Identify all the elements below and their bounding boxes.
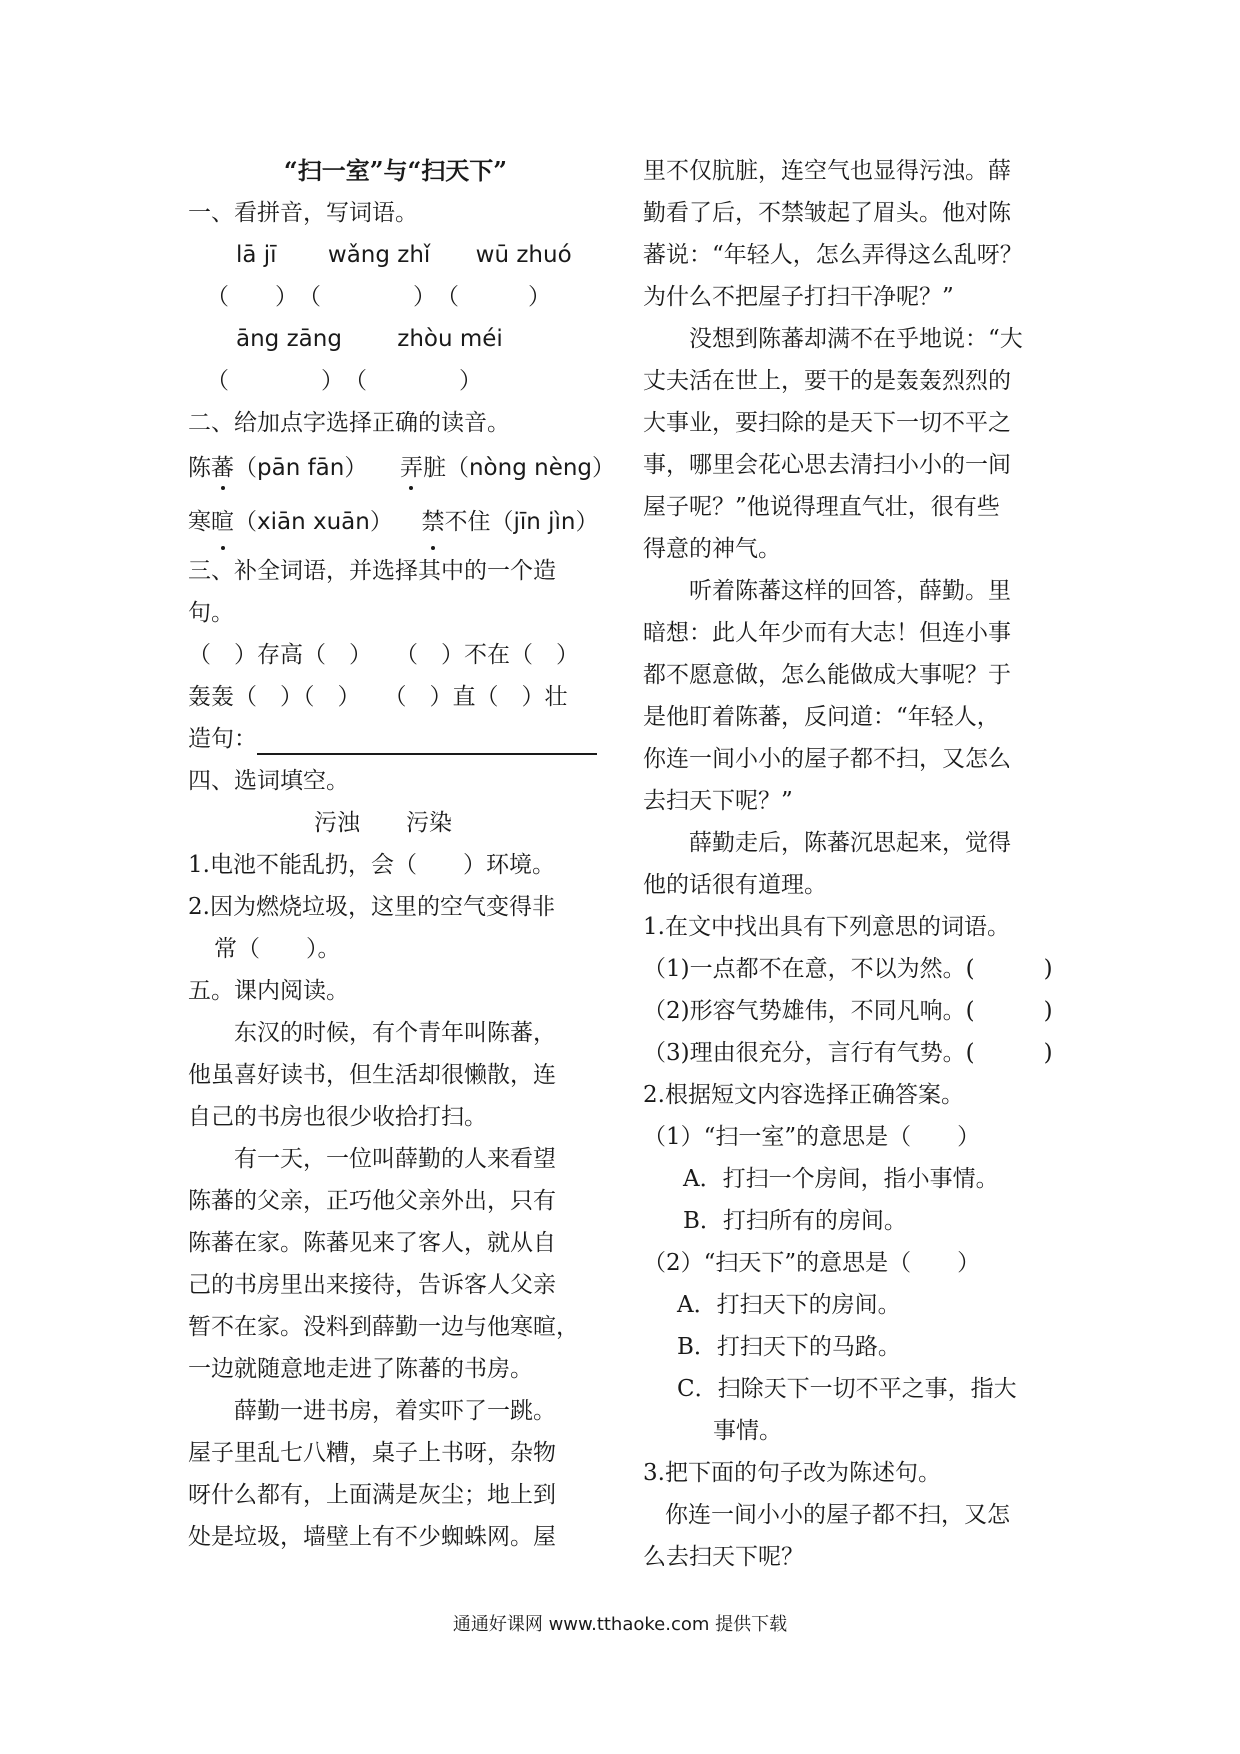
passage-line: 有一天，一位叫薛勤的人来看望 [234, 1146, 556, 1172]
passage-line: 东汉的时候，有个青年叫陈蕃， [234, 1020, 556, 1046]
pinyin-wangzhi: wǎng zhǐ [327, 242, 431, 268]
passage-line: 他虽喜好读书，但生活却很懒散，连 [188, 1062, 556, 1088]
passage-line: 陈蕃的父亲，正巧他父亲外出，只有 [188, 1188, 556, 1214]
pinyin-angzang: āng zāng [236, 326, 342, 352]
section3-heading-1: 三、补全词语，并选择其中的一个造 [188, 558, 556, 584]
reading-item-jinbuzhu-dotted: 禁 [421, 492, 444, 552]
passage-line: 蕃说：“年轻人，怎么弄得这么乱呀？ [643, 242, 1023, 268]
passage-line: 没想到陈蕃却满不在乎地说：“大 [689, 326, 1023, 352]
page-title: “扫一室”与“扫天下” [283, 156, 508, 185]
blank-row-2: （ ） （ ） [206, 368, 482, 394]
reading-item-jinbuzhu-pinyin: （jīn jìn） [490, 509, 599, 535]
passage-line: 勤看了后，不禁皱起了眉头。他对陈 [643, 200, 1011, 226]
question-1-item: （2)形容气势雄伟，不同凡响。( ) [643, 998, 1053, 1024]
question-1: 1.在文中找出具有下列意思的词语。 [643, 914, 1010, 940]
reading-item-chenfan-pinyin: （pān fān） [234, 455, 368, 481]
pinyin-zhoumei: zhòu méi [397, 326, 503, 352]
idiom-row-2: 轰轰（ ）（ ） （ ）直（ ）壮 [188, 684, 568, 710]
question-2-1-option-a: A．打扫一个房间，指小事情。 [683, 1166, 999, 1192]
passage-line: 呀什么都有，上面满是灰尘；地上到 [188, 1482, 556, 1508]
question-3-sentence-cont: 么去扫天下呢？ [643, 1544, 804, 1570]
blank-row-1: （ ） （ ） （ ） [206, 284, 551, 310]
question-2-2: （2）“扫天下”的意思是（ ） [643, 1250, 981, 1276]
section3-heading-2: 句。 [188, 600, 234, 626]
question-2-2-option-b: B．打扫天下的马路。 [677, 1334, 901, 1360]
pinyin-wuzhuo: wū zhuó [475, 242, 572, 268]
passage-line: 屋子呢？”他说得理直气壮，很有些 [643, 494, 1000, 520]
passage-line: 屋子里乱七八糟，桌子上书呀，杂物 [188, 1440, 556, 1466]
reading-item-chenfan-dotted: 蕃 [211, 444, 234, 492]
question-1-item: （1)一点都不在意，不以为然。( ) [643, 956, 1053, 982]
passage-line: 大事业，要扫除的是天下一切不平之 [643, 410, 1011, 436]
reading-item-nongzang-char: 脏 [422, 455, 446, 481]
section5-heading: 五。课内阅读。 [188, 978, 349, 1004]
question-2-2-option-c-cont: 事情。 [713, 1418, 782, 1444]
passage-line: 一边就随意地走进了陈蕃的书房。 [188, 1356, 533, 1382]
reading-row-1 [188, 444, 616, 492]
pinyin-row-2 [188, 318, 603, 360]
section2-heading: 二、给加点字选择正确的读音。 [188, 410, 510, 436]
pinyin-row-1 [188, 234, 603, 276]
passage-line: 自己的书房也很少收拾打扫。 [188, 1104, 487, 1130]
question-3: 3.把下面的句子改为陈述句。 [643, 1460, 941, 1486]
passage-line: 你连一间小小的屋子都不扫，又怎么 [643, 746, 1011, 772]
sentence-answer-line[interactable] [257, 725, 597, 755]
sentence-label: 造句： [188, 726, 257, 752]
passage-line: 里不仅肮脏，连空气也显得污浊。薛 [643, 158, 1011, 184]
section4-heading: 四、选词填空。 [188, 768, 349, 794]
passage-line: 为什么不把屋子打扫干净呢？” [643, 284, 954, 310]
passage-line: 听着陈蕃这样的回答，薛勤。里 [689, 578, 1011, 604]
reading-row-2 [188, 492, 603, 544]
reading-item-chenfan-char: 陈 [188, 455, 211, 481]
word-choices: 污浊 污染 [314, 810, 452, 836]
question-2-2-option-c: C．扫除天下一切不平之事，指大 [677, 1376, 1017, 1402]
reading-item-hanxuan-dotted: 暄 [211, 492, 234, 552]
right-column [643, 150, 1063, 1578]
question-1-item: （3)理由很充分，言行有气势。( ) [643, 1040, 1053, 1066]
passage-line: 他的话很有道理。 [643, 872, 827, 898]
question-2-1: （1）“扫一室”的意思是（ ） [643, 1124, 981, 1150]
question-2: 2.根据短文内容选择正确答案。 [643, 1082, 964, 1108]
passage-line: 薛勤一进书房，着实吓了一跳。 [234, 1398, 556, 1424]
pinyin-laji: lā jī [236, 242, 277, 268]
fill-question-1: 1.电池不能乱扔，会（ ）环境。 [188, 852, 555, 878]
fill-question-2-line1: 2.因为燃烧垃圾，这里的空气变得非 [188, 894, 555, 920]
reading-item-hanxuan-char: 寒 [188, 509, 211, 535]
question-2-1-option-b: B．打扫所有的房间。 [683, 1208, 907, 1234]
passage-line: 是他盯着陈蕃，反问道：“年轻人， [643, 704, 1000, 730]
passage-line: 陈蕃在家。陈蕃见来了客人，就从自 [188, 1230, 556, 1256]
sentence-row [188, 718, 603, 760]
question-3-sentence: 你连一间小小的屋子都不扫，又怎 [665, 1502, 1010, 1528]
question-2-2-option-a: A．打扫天下的房间。 [677, 1292, 901, 1318]
passage-line: 薛勤走后，陈蕃沉思起来，觉得 [689, 830, 1011, 856]
passage-line: 去扫天下呢？” [643, 788, 793, 814]
passage-line: 得意的神气。 [643, 536, 781, 562]
passage-line: 事，哪里会花心思去清扫小小的一间 [643, 452, 1011, 478]
passage-line: 暗想：此人年少而有大志！但连小事 [643, 620, 1011, 646]
reading-item-hanxuan-pinyin: （xiān xuān） [234, 509, 393, 535]
left-column [188, 150, 616, 1558]
passage-line: 暂不在家。没料到薛勤一边与他寒暄， [188, 1314, 579, 1340]
passage-line: 处是垃圾，墙壁上有不少蜘蛛网。屋 [188, 1524, 556, 1550]
fill-question-2-line2: 常（ ）。 [214, 936, 341, 962]
reading-item-jinbuzhu-char: 不住 [444, 509, 491, 535]
passage-line: 丈夫活在世上，要干的是轰轰烈烈的 [643, 368, 1011, 394]
passage-line: 己的书房里出来接待，告诉客人父亲 [188, 1272, 556, 1298]
idiom-row-1: （ ）存高（ ） （ ）不在（ ） [188, 642, 579, 668]
section1-heading: 一、看拼音，写词语。 [188, 200, 418, 226]
reading-item-nongzang-pinyin: （nòng nèng） [445, 455, 616, 481]
page-footer: 通通好课网 www.tthaoke.com 提供下载 [452, 1614, 788, 1635]
passage-line: 都不愿意做，怎么能做成大事呢？于 [643, 662, 1011, 688]
reading-item-nongzang-dotted: 弄 [400, 444, 423, 492]
